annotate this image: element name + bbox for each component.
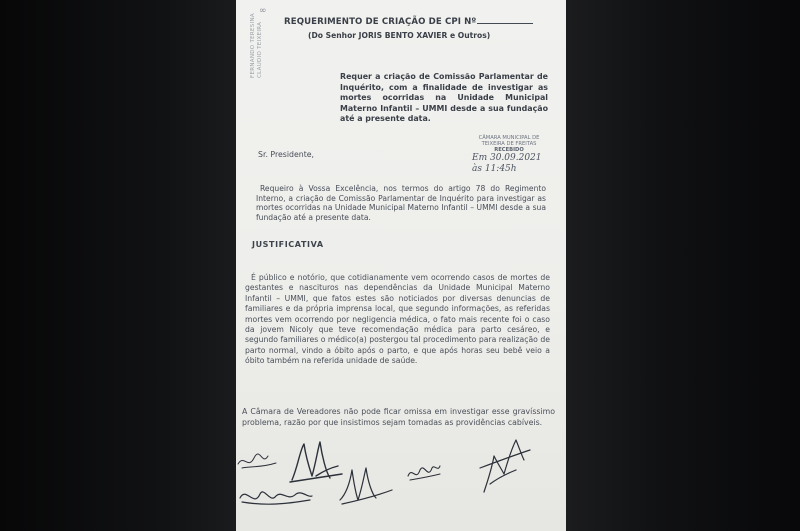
vertical-stamp — [248, 6, 274, 82]
signatures-area — [236, 430, 566, 531]
page-title — [284, 15, 533, 27]
page-title-text: REQUERIMENTO DE CRIAÇÃO DE CPI Nº — [284, 17, 477, 27]
request-paragraph: Requeiro à Vossa Excelência, nos termos do artigo 78 do Regimento Interno, a criação de Comissão Parlamentar de Inquérito para investigar as mortes ocorridas na Unidade Municipal Materno Infantil – UMMI desde a sua fundação até a presente data. — [256, 184, 546, 222]
right-background — [566, 0, 800, 531]
page-subtitle: (Do Senhor JORIS BENTO XAVIER e Outros) — [308, 31, 491, 40]
justification-paragraph: É público e notório, que cotidianamente vem ocorrendo casos de mortes de gestantes e nascituros nas dependências da Unidade Municipal Materno Infantil – UMMI, que fatos estes são noticiados por diversas denuncias de familiares e da própria imprensa local, que segundo informações, as referidas mortes vem ocorrendo por negligencia médica, o fato mais recente foi o caso da jovem Nicoly que teve recomendação médica para parto cesáreo, e segundo familiares o médico(a) postergou tal procedimento para realização de parto normal, vindo a óbito após o parto, e que após horas seu bebê veio a óbito também na referida unidade de saúde. — [245, 273, 550, 366]
receipt-stamp — [454, 135, 564, 175]
receipt-line-2: TEIXEIRA DE FREITAS — [481, 141, 537, 147]
justification-heading: JUSTIFICATIVA — [252, 240, 324, 249]
receipt-line-3: RECEBIDO — [494, 147, 524, 153]
receipt-time: às 11:45h — [472, 164, 517, 174]
ring-icon: ∞ — [259, 6, 267, 16]
signature-4 — [336, 460, 396, 508]
closing-paragraph: A Câmara de Vereadores não pode ficar omissa em investigar esse gravíssimo problema, razão por que insistimos sejam tomadas as providências cabíveis. — [242, 407, 555, 427]
signature-6 — [476, 434, 534, 500]
vertical-stamp-text: FERNANDO TERESINA CLAUDIO TEIXEIRA — [250, 13, 263, 78]
greeting: Sr. Presidente, — [258, 150, 315, 159]
left-background — [0, 0, 236, 531]
signature-1 — [236, 446, 280, 476]
receipt-date: Em 30.09.2021 — [472, 153, 542, 163]
summary-text: Requer a criação de Comissão Parlamentar de Inquérito, com a finalidade de investigar as mortes ocorridas na Unidade Municipal Materno Infantil – UMMI desde a sua fundação até a presente data. — [340, 72, 548, 124]
document-page — [236, 0, 566, 531]
signature-5 — [404, 456, 444, 488]
title-number-blank — [477, 15, 533, 24]
signature-3 — [236, 480, 316, 510]
receipt-line-1: CÂMARA MUNICIPAL DE — [478, 135, 540, 141]
